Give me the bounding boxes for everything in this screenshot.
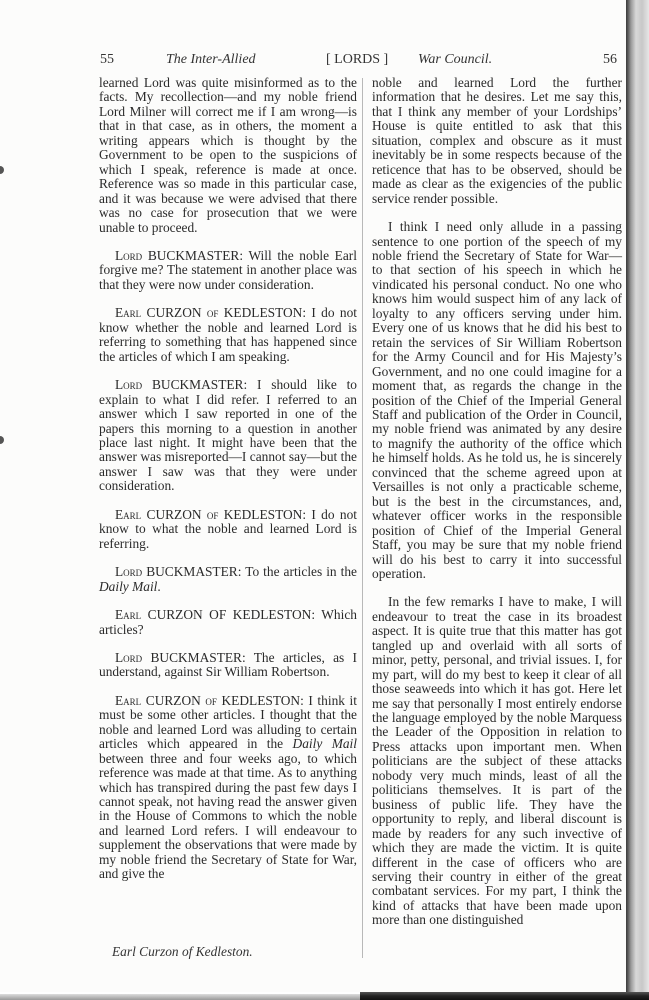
speaker-of: of [206,305,219,321]
speaker-name: BUCKMASTER [150,649,242,665]
left-column [99,76,357,896]
speech-paragraph [99,378,357,494]
speech-text: : Will the noble Earl forgive me? The statement in another place was that they were now under consideration. [99,247,357,292]
speaker-title: Earl [115,607,142,623]
speaker-title: Earl [115,692,142,708]
speaker-title: Lord [115,564,143,580]
speaker-title: Lord [115,377,143,393]
catchword-footer: Earl Curzon of Kedleston. [112,944,253,959]
page-bottom-edge [0,994,360,1000]
house-label: [ LORDS ] [326,52,389,67]
speech-paragraph [99,306,357,364]
book-binding-edge [626,0,649,1000]
speaker-title: Lord [115,247,143,263]
speech-text: : I do not know whether the noble and learned Lord is referring to something that has happened since the articles of which I am speaking. [99,305,357,364]
speech-text: between three and four weeks ago, to which reference was made at that time. As to anything which has transpired during the past few days I cannot speak, not having read the answer given in the House of Commons to which the noble and learned Lord refers. I will endeavour to supplement the observations that were made by my noble friend the Secretary of State for War, and give the [99,750,357,882]
speaker-title: Lord [115,649,143,665]
speech-paragraph [99,694,357,882]
running-header [100,52,620,74]
left-page-number: 55 [100,52,114,67]
speaker-place: KEDLESTON [232,607,312,623]
right-page-number: 56 [603,52,617,67]
newspaper-title: Daily Mail [292,736,357,752]
speaker-title: Earl [115,506,142,522]
paragraph: I think I need only allude in a passing sentence to one portion of the speech of my noble friend the Secretary of State for War—to that section of his speech in which he vindicated his personal conduct. No one who knows him would suspect him of any lack of loyalty to any officers serving under him. Every one of us knows that he did his best to retain the services of Sir William Robertson for the Army Council and for His Majesty’s Government, and no one could imagine for a moment that, as regards the change in the position of the Chief of the Imperial General Staff and publication of the Order in Council, my noble friend was animated by any desire to magnify the authority of the office which he himself holds. As he told us, he is sincerely convinced that the scheme agreed upon at Versailles is not only a practicable scheme, but is the best in the circumstances, and, whatever officer works in the responsible position of Chief of the Imperial General Staff, you may be sure that my noble friend will do his best to carry it into successful operation. [372,219,622,581]
left-running-title: The Inter-Allied [166,52,256,67]
speaker-name: CURZON [146,506,202,522]
speech-text: : I do not know to what the noble and learned Lord is referring. [99,506,357,551]
speaker-of: OF [209,607,227,623]
speaker-of: of [206,506,219,522]
speaker-place: KEDLESTON [223,305,303,321]
speaker-name: CURZON [146,305,202,321]
page-bottom-shadow [360,992,649,1000]
speaker-name: CURZON [145,692,201,708]
speech-text: : I think it must be some other articles. I thought that the noble and learned Lord was alluding to certain articles which appeared in the [99,692,357,752]
newspaper-title: Daily Mail [99,578,158,594]
speech-text: : Which articles? [99,607,357,637]
speaker-name: BUCKMASTER [147,247,240,263]
right-running-title: War Council. [418,52,493,67]
speech-text: . [157,578,161,594]
speaker-title: Earl [115,305,142,321]
speaker-name: CURZON [147,607,203,623]
speech-paragraph [99,508,357,551]
speaker-name: BUCKMASTER [151,377,244,393]
speech-paragraph [99,651,357,680]
paragraph: learned Lord was quite misinformed as to the facts. My recollection—and my noble friend Lord Milner will correct me if I am wrong—is that in that case, as in others, the moment a writing appears which is thought by the Government to be open to the suspicions of which I speak, reference is made at once. Reference was so made in this particular case, and it was because we were advised that there was no case for prosecution that we were unable to proceed. [99,75,357,235]
paragraph: noble and learned Lord the further information that he desires. Let me say this, that I think any member of your Lordships’ House is quite entitled to ask that this situation, complex and obscure as it must inevitably be in some respects because of the reticence that has to be observed, should be made as clear as the exigencies of the public service render possible. [372,75,622,206]
speech-text: : I should like to explain to what I did refer. I referred to an answer which I saw reported in one of the papers this morning to a question in another place last night. It might have been that the answer was misreported—I cannot say—but the answer I saw was that they were under consideration. [99,377,357,494]
speech-paragraph [99,249,357,292]
speech-text: : To the articles in the [237,564,357,580]
speech-paragraph [99,608,357,637]
right-column [372,76,622,942]
speech-text: : The articles, as I understand, against Sir William Robertson. [99,649,357,680]
paragraph: In the few remarks I have to make, I will endeavour to treat the case in its broadest aspect. It is quite true that this matter has got tangled up and overlaid with all sorts of minor, petty, personal, and trivial issues. I, for my part, will do my best to keep it clear of all those seaweeds into which it has got. Here let me say that personally I most entirely endorse the language employed by the noble Marquess the Leader of the Opposition in relation to Press attacks upon important men. When politicians are the subject of these attacks nobody very much minds, least of all the politicians themselves. It is part of the business of public life. They have the opportunity to reply, and liberal discount is made by readers for any such invective of which they are made the victim. It is quite different in the case of officers who are serving their country in either of the great combatant services. For my part, I think the kind of attacks that have been made upon more than one distinguished [372,594,622,928]
speech-paragraph [99,565,357,594]
speaker-name: BUCKMASTER [146,564,238,580]
speaker-place: KEDLESTON [223,506,303,522]
column-divider [362,78,363,958]
speaker-place: KEDLESTON [221,692,301,708]
speaker-of: of [205,692,217,708]
